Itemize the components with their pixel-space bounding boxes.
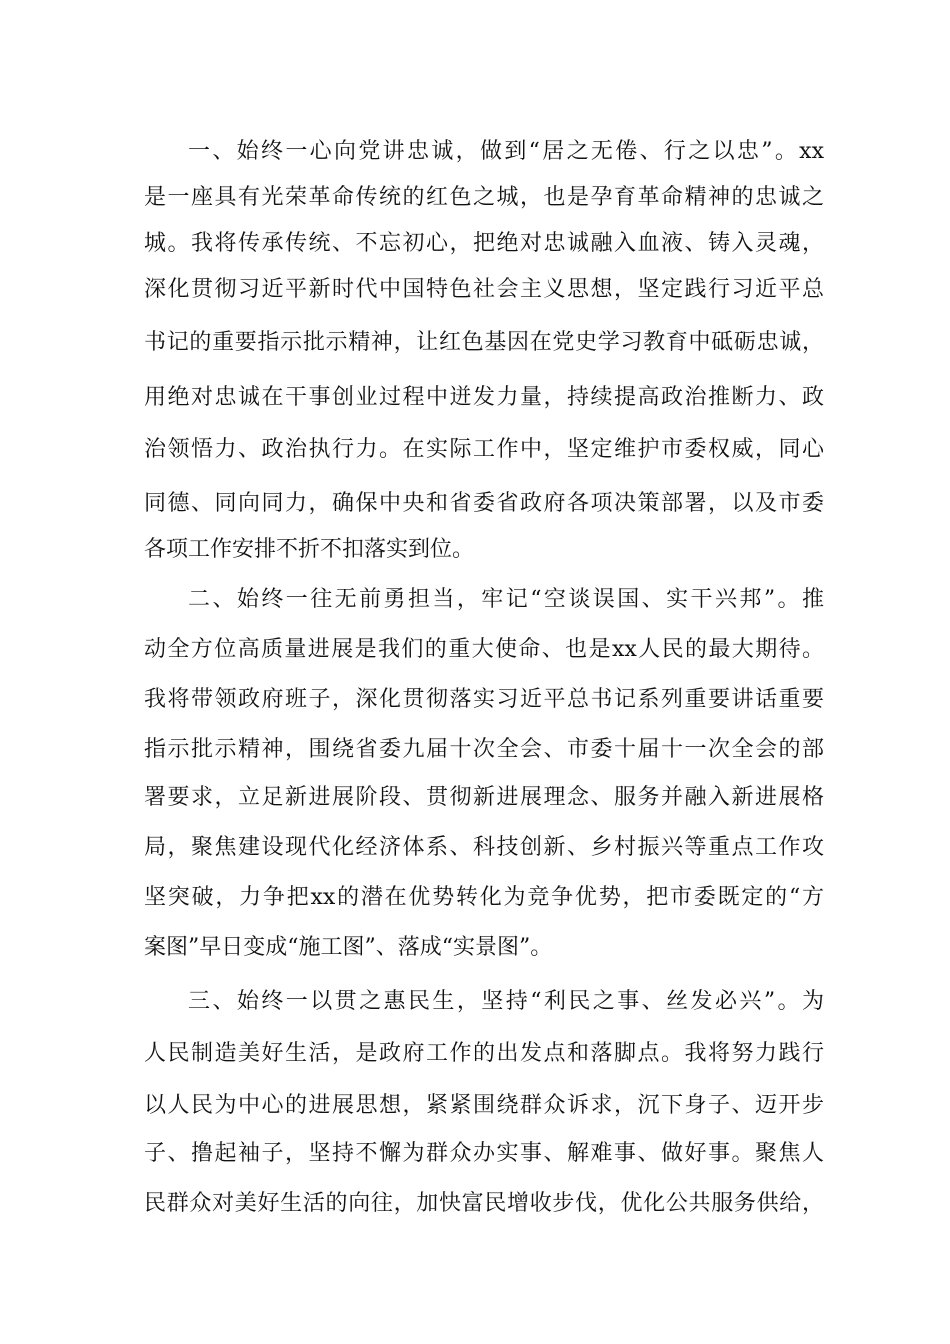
paragraph-2-line-3: 我将带领政府班子，深化贯彻落实习近平总书记系列重要讲话重要 (144, 687, 824, 712)
paragraph-3-line-2: 人民制造美好生活，是政府工作的出发点和落脚点。我将努力践行 (144, 1041, 824, 1066)
paragraph-2-line-6: 局，聚焦建设现代化经济体系、科技创新、乡村振兴等重点工作攻 (144, 835, 824, 860)
paragraph-2-line-1: 二、始终一往无前勇担当，牢记“空谈误国、实干兴邦”。推 (188, 587, 824, 612)
paragraph-2-line-2: 动全方位高质量进展是我们的重大使命、也是xx人民的最大期待。 (144, 637, 824, 662)
paragraph-1-line-8: 同德、同向同力，确保中央和省委省政府各项决策部署，以及市委 (144, 491, 824, 516)
paragraph-2-line-5: 署要求，立足新进展阶段、贯彻新进展理念、服务并融入新进展格 (144, 785, 824, 810)
paragraph-1-line-1: 一、始终一心向党讲忠诚，做到“居之无倦、行之以忠”。xx (188, 139, 824, 164)
paragraph-3-line-1: 三、始终一以贯之惠民生，坚持“利民之事、丝发必兴”。为 (188, 989, 824, 1014)
paragraph-3-line-4: 子、撸起袖子，坚持不懈为群众办实事、解难事、做好事。聚焦人 (144, 1141, 824, 1166)
paragraph-1-line-5: 书记的重要指示批示精神，让红色基因在党史学习教育中砥砺忠诚， (144, 330, 824, 355)
paragraph-2-line-8: 案图”早日变成“施工图”、落成“实景图”。 (144, 935, 553, 960)
paragraph-1-line-6: 用绝对忠诚在干事创业过程中迸发力量，持续提高政治推断力、政 (144, 385, 824, 410)
paragraph-2-line-4: 指示批示精神，围绕省委九届十次全会、市委十届十一次全会的部 (144, 737, 824, 762)
paragraph-1-line-9: 各项工作安排不折不扣落实到位。 (144, 537, 475, 562)
paragraph-1-line-2: 是一座具有光荣革命传统的红色之城，也是孕育革命精神的忠诚之 (144, 185, 824, 210)
paragraph-1-line-4: 深化贯彻习近平新时代中国特色社会主义思想，坚定践行习近平总 (144, 277, 824, 302)
paragraph-3-line-5: 民群众对美好生活的向往，加快富民增收步伐，优化公共服务供给， (144, 1191, 824, 1216)
paragraph-1-line-3: 城。我将传承传统、不忘初心，把绝对忠诚融入血液、铸入灵魂， (144, 231, 824, 256)
paragraph-1-line-7: 治领悟力、政治执行力。在实际工作中，坚定维护市委权威，同心 (144, 437, 824, 462)
paragraph-3-line-3: 以人民为中心的进展思想，紧紧围绕群众诉求，沉下身子、迈开步 (144, 1093, 824, 1118)
paragraph-2-line-7: 坚突破，力争把xx的潜在优势转化为竞争优势，把市委既定的“方 (144, 885, 824, 910)
